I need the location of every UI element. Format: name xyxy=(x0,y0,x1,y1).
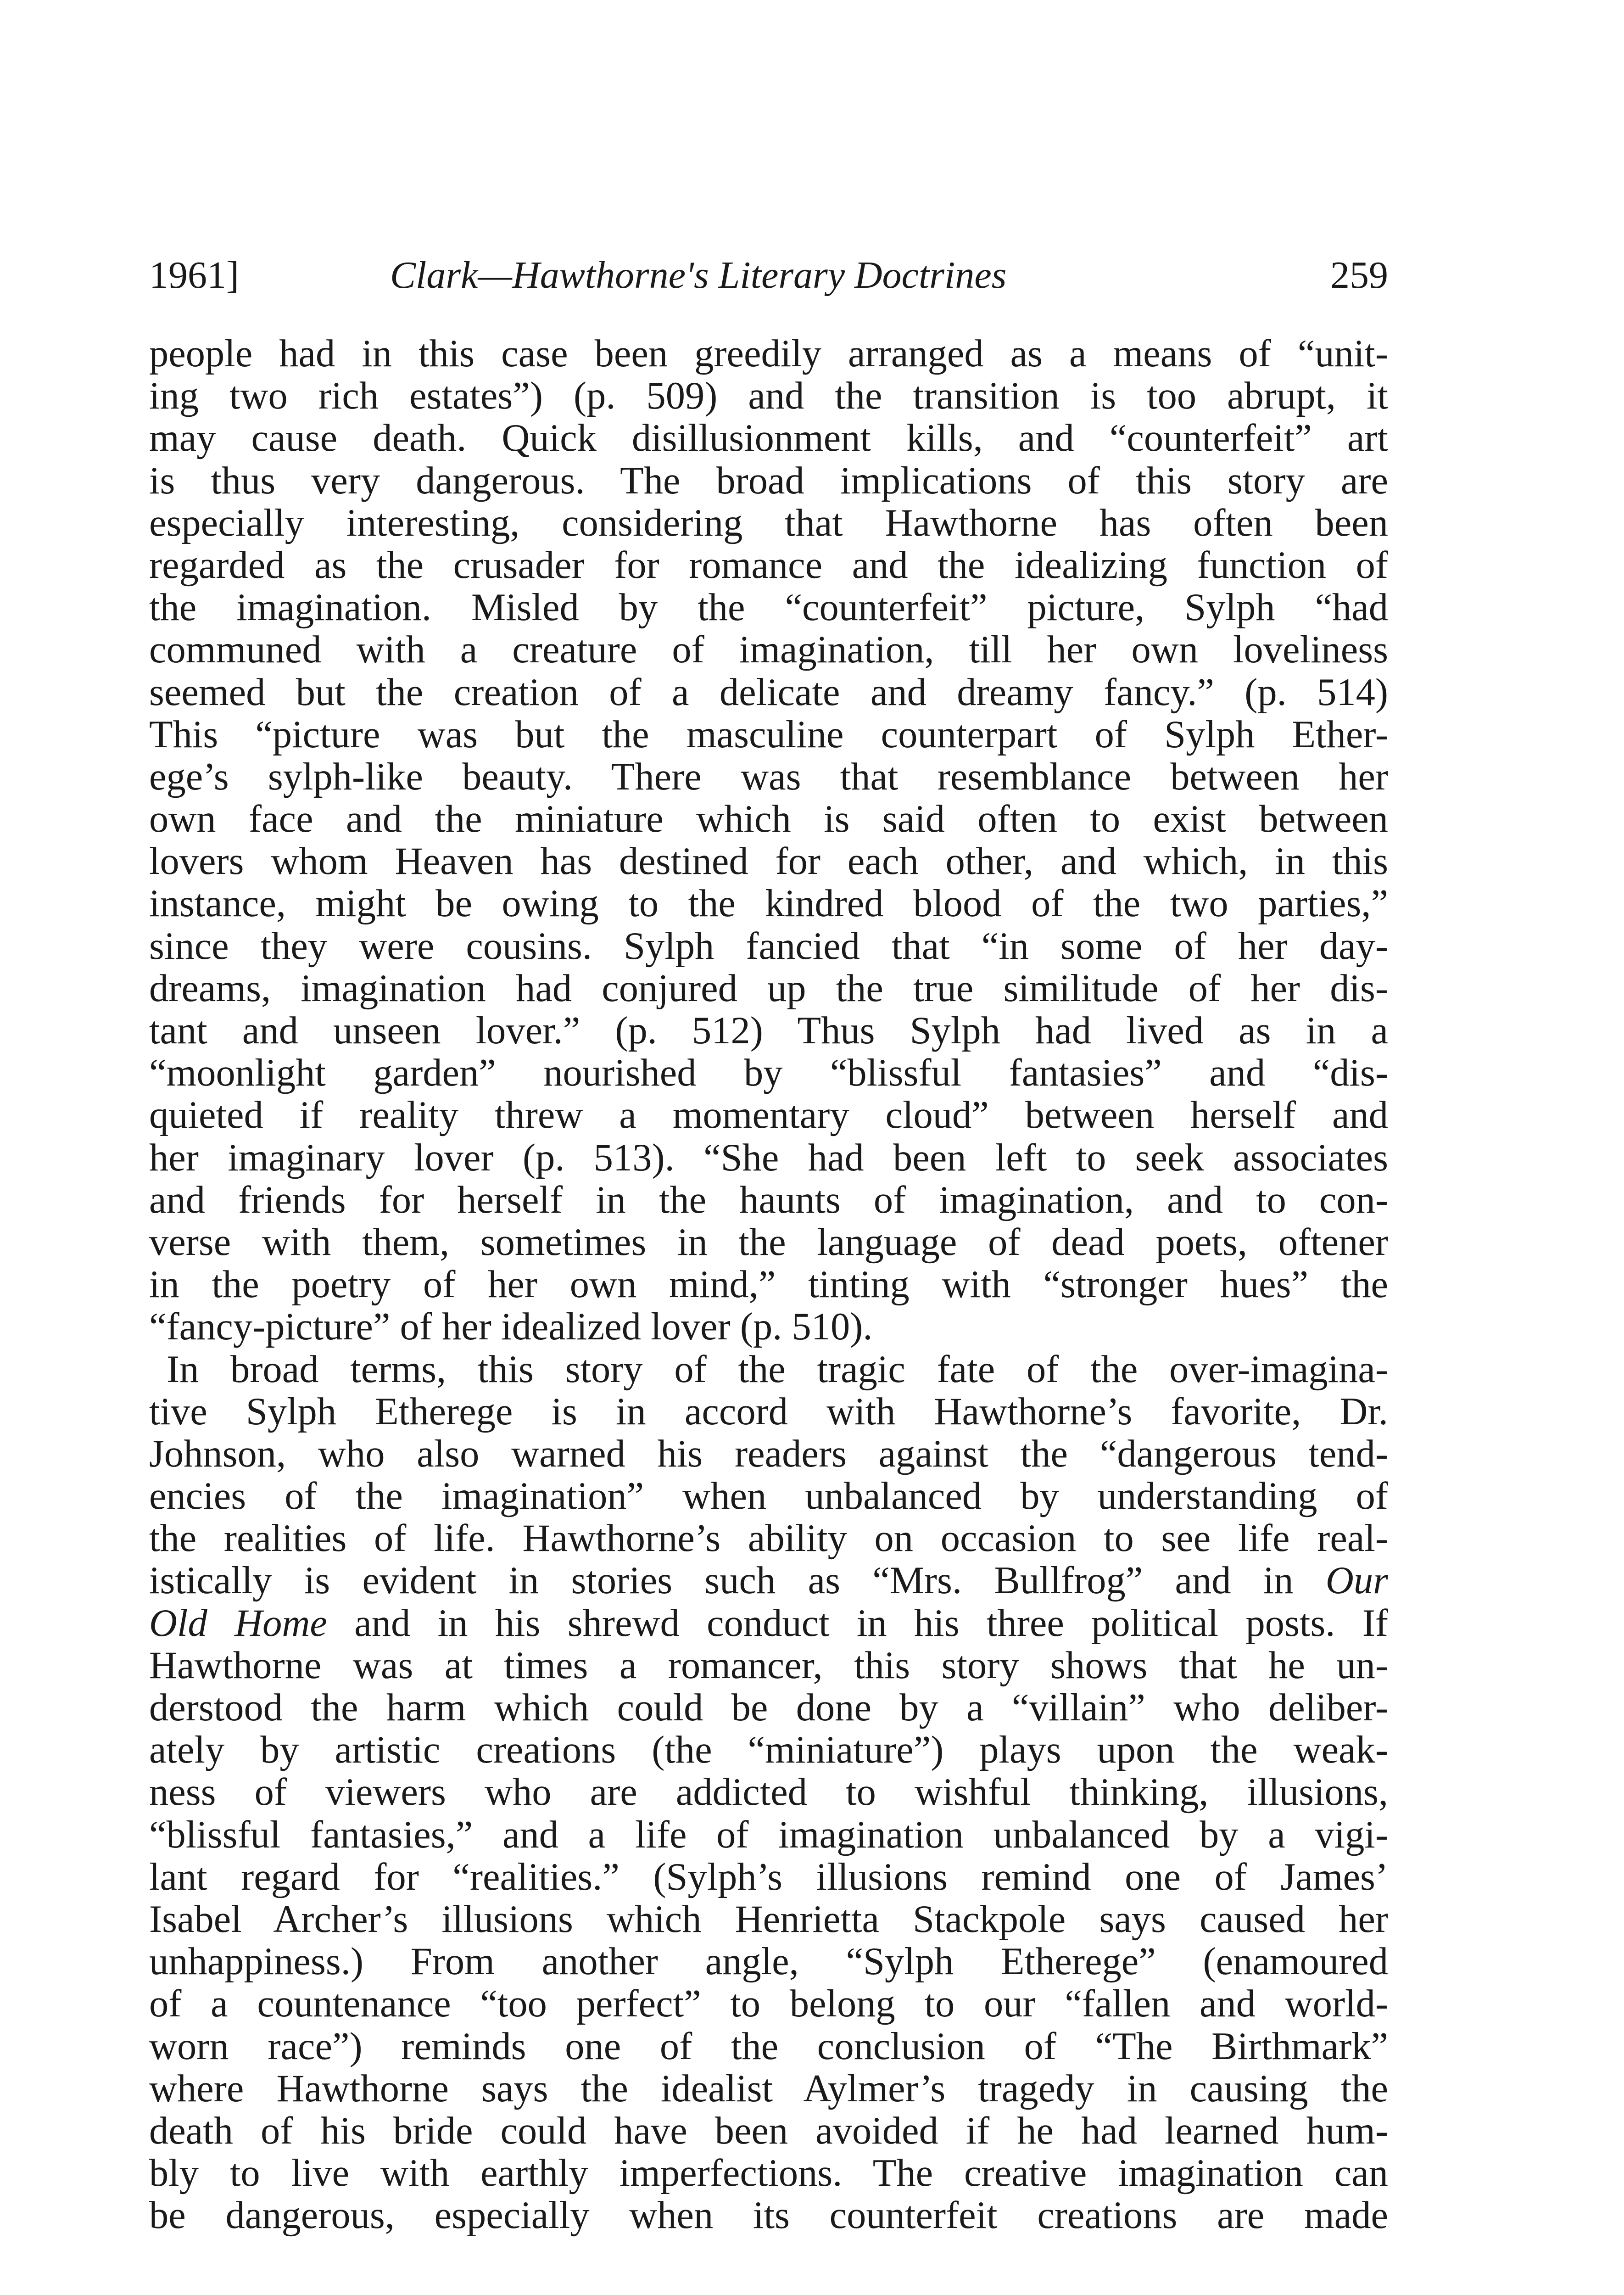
text-line: “moonlight garden” nourished by “blissful fantasies” and “dis- xyxy=(149,1052,1388,1095)
text-line: since they were cousins. Sylph fancied that “in some of her day- xyxy=(149,924,1388,968)
text-line: Isabel Archer’s illusions which Henrietta Stackpole says caused her xyxy=(149,1898,1388,1941)
text-line: ately by artistic creations (the “miniature”) plays upon the weak- xyxy=(149,1729,1388,1772)
text-line: bly to live with earthly imperfections. The creative imagination can xyxy=(149,2152,1388,2195)
text-line: the imagination. Misled by the “counterfeit” picture, Sylph “had xyxy=(149,586,1388,629)
running-head xyxy=(149,250,1388,301)
page-number: 259 xyxy=(1330,254,1388,297)
text-line: instance, might be owing to the kindred blood of the two parties,” xyxy=(149,882,1388,925)
text-line: dreams, imagination had conjured up the true similitude of her dis- xyxy=(149,967,1388,1010)
text-line: ness of viewers who are addicted to wishful thinking, illusions, xyxy=(149,1771,1388,1814)
text-line: and friends for herself in the haunts of imagination, and to con- xyxy=(149,1178,1388,1221)
paragraph-1 xyxy=(149,333,1388,1349)
text-line: of a countenance “too perfect” to belong to our “fallen and world- xyxy=(149,1982,1388,2026)
text-line: verse with them, sometimes in the language of dead poets, oftener xyxy=(149,1220,1388,1264)
text-line: where Hawthorne says the idealist Aylmer’s tragedy in causing the xyxy=(149,2067,1388,2110)
text-line: is thus very dangerous. The broad implications of this story are xyxy=(149,459,1388,502)
text-line: especially interesting, considering that Hawthorne has often been xyxy=(149,501,1388,544)
text-line: lovers whom Heaven has destined for each other, and which, in this xyxy=(149,840,1388,883)
running-head-year: 1961] xyxy=(149,254,239,297)
text-line: encies of the imagination” when unbalanced by understanding of xyxy=(149,1475,1388,1518)
text-line: ege’s sylph-like beauty. There was that resemblance between her xyxy=(149,755,1388,798)
text-line xyxy=(149,2237,1388,2279)
running-head-title: Clark—Hawthorne's Literary Doctrines xyxy=(390,254,1007,297)
text-line-with-italic xyxy=(149,1560,1388,1602)
italic-title-fragment: Our xyxy=(1325,1559,1389,1602)
text-line: own face and the miniature which is said often to exist between xyxy=(149,798,1388,841)
text-line: be dangerous, especially when its counterfeit creations are made xyxy=(149,2194,1388,2237)
text-line: regarded as the crusader for romance and the idealizing function of xyxy=(149,543,1388,587)
text-line: “blissful fantasies,” and a life of imagination unbalanced by a vigi- xyxy=(149,1813,1388,1856)
text-line: lant regard for “realities.” (Sylph’s illusions remind one of James’ xyxy=(149,1855,1388,1898)
text-line: worn race”) reminds one of the conclusion of “The Birthmark” xyxy=(149,2025,1388,2068)
paragraph-2 xyxy=(149,1349,1388,2279)
text-line: may cause death. Quick disillusionment kills, and “counterfeit” art xyxy=(149,417,1388,460)
italic-title-fragment: Old Home xyxy=(149,1601,327,1645)
text-line-with-italic xyxy=(149,1602,1388,1645)
text-line: derstood the harm which could be done by a “villain” who deliber- xyxy=(149,1686,1388,1729)
text-segment: istically is evident in stories such as “Mrs. Bullfrog” and in xyxy=(149,1559,1294,1602)
text-line: tant and unseen lover.” (p. 512) Thus Sylph had lived as in a xyxy=(149,1009,1388,1052)
text-line: Hawthorne was at times a romancer, this story shows that he un- xyxy=(149,1644,1388,1687)
text-line: “fancy-picture” of her idealized lover (p. 510). xyxy=(149,1305,873,1349)
text-segment: and in his shrewd conduct in his three political posts. If xyxy=(327,1601,1388,1645)
text-line: in the poetry of her own mind,” tinting with “stronger hues” the xyxy=(149,1263,1388,1306)
text-line: tive Sylph Etherege is in accord with Hawthorne’s favorite, Dr. xyxy=(149,1390,1388,1433)
text-line: In broad terms, this story of the tragic fate of the over-imagina- xyxy=(167,1348,1388,1391)
text-line: people had in this case been greedily arranged as a means of “unit- xyxy=(149,332,1388,375)
text-line: the realities of life. Hawthorne’s ability on occasion to see life real- xyxy=(149,1517,1388,1560)
text-line: quieted if reality threw a momentary cloud” between herself and xyxy=(149,1094,1388,1137)
text-line: This “picture was but the masculine counterpart of Sylph Ether- xyxy=(149,713,1388,756)
text-line: seemed but the creation of a delicate and dreamy fancy.” (p. 514) xyxy=(149,671,1388,714)
body-text xyxy=(149,333,1388,2279)
text-line: Johnson, who also warned his readers against the “dangerous tend- xyxy=(149,1432,1388,1475)
text-line: unhappiness.) From another angle, “Sylph Etherege” (enamoured xyxy=(149,1940,1388,1983)
text-line: her imaginary lover (p. 513). “She had been left to seek associates xyxy=(149,1136,1388,1179)
text-line: communed with a creature of imagination, till her own loveliness xyxy=(149,628,1388,672)
text-line: ing two rich estates”) (p. 509) and the transition is too abrupt, it xyxy=(149,375,1388,418)
text-line: death of his bride could have been avoided if he had learned hum- xyxy=(149,2109,1388,2152)
